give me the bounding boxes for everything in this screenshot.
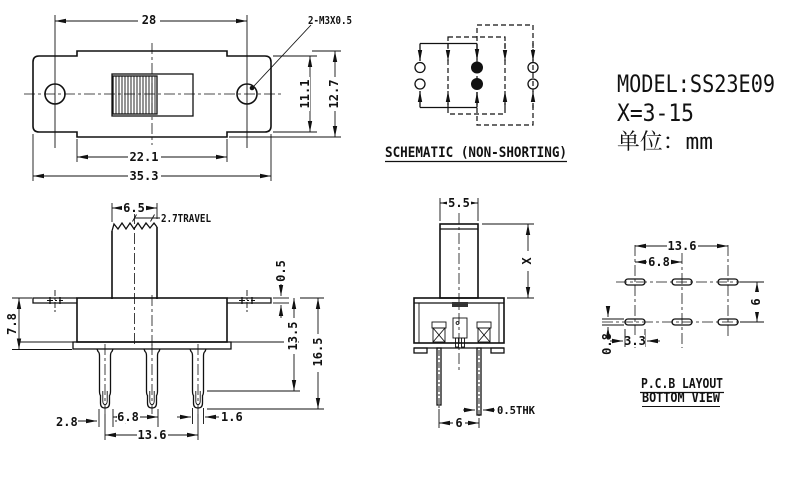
dim-overall-height: [207, 298, 325, 409]
dim-pin-edge-offset: [56, 409, 126, 429]
dim-overall-width-text: 35.3: [129, 169, 159, 183]
dim-pin-thickness: [463, 404, 535, 417]
dim-knob-height: [482, 224, 534, 298]
dim-overall-height-text: 16.5: [311, 337, 325, 367]
schematic-title: SCHEMATIC (NON-SHORTING): [385, 145, 567, 161]
dim-outer-pad-pitch-text: 13.6: [667, 239, 697, 253]
pcb-centerlines: [602, 245, 748, 348]
top-view: [24, 13, 352, 183]
dim-travel-text: 2.7TRAVEL: [161, 212, 212, 225]
dim-flange-height-text: 11.1: [298, 79, 312, 109]
pcb-pads: [625, 279, 738, 325]
dim-pin-pitch-front: [113, 409, 158, 427]
dim-knob-width-text: 6.5: [123, 201, 145, 215]
title-block: [617, 70, 775, 155]
side-body: [414, 298, 504, 353]
front-view: [5, 201, 325, 442]
dim-pin-row-span: [439, 409, 479, 430]
dim-body-width: [77, 139, 227, 164]
model-number: MODEL:SS23E09: [617, 70, 775, 98]
dim-hole-pitch-text: 28: [141, 13, 157, 27]
dim-row-pitch: [740, 282, 764, 322]
front-flange-left: [33, 290, 77, 312]
dim-outer-pad-pitch: [635, 239, 728, 253]
dim-pad-width-text: 0.8: [600, 333, 614, 355]
dim-pad-pitch-text: 6.8: [648, 255, 670, 269]
dim-body-width-text: 22.1: [129, 150, 159, 164]
dim-body-height-text: 12.7: [327, 79, 341, 109]
dim-body-height-front-text: 7.8: [5, 313, 19, 335]
schematic-view: [385, 25, 567, 162]
dim-pad-pitch: [635, 255, 682, 269]
pcb-layout-view: [600, 239, 764, 407]
dim-flange-thickness: [273, 260, 289, 318]
pcb-layout-subtitle: BOTTOM VIEW: [642, 391, 721, 406]
slider-knob-hatched: [113, 76, 157, 114]
dim-pad-width: [600, 307, 624, 355]
front-knob: [112, 213, 157, 345]
front-flange-right: [227, 290, 271, 312]
slider-slot: [112, 74, 193, 116]
dim-outer-pin-pitch-front-text: 13.6: [137, 428, 167, 442]
dim-knob-height-text: X: [520, 257, 534, 265]
dim-row-pitch-text: 6: [749, 298, 763, 306]
dim-pin-width: [177, 408, 243, 424]
front-pins: [97, 344, 206, 414]
dim-pin-depth-text: 13.5: [286, 321, 300, 351]
dim-pad-length-text: 3.3: [624, 334, 646, 348]
stem-height-range: X=3-15: [617, 99, 694, 127]
top-view-centerlines: [24, 15, 281, 148]
thread-callout-text: 2-M3X0.5: [308, 14, 352, 27]
dim-pin-width-text: 1.6: [221, 410, 243, 424]
dim-flange-thickness-text: 0.5: [274, 260, 288, 282]
dim-pin-pitch-front-text: 6.8: [117, 410, 139, 424]
schematic-position-arrows: [448, 43, 533, 108]
dim-pin-depth: [207, 298, 300, 391]
dim-knob-depth-text: 5.5: [448, 196, 470, 210]
schematic-terminals: [415, 62, 538, 91]
dim-pin-edge-offset-text: 2.8: [56, 415, 78, 429]
dim-pin-row-span-text: 6: [455, 416, 463, 430]
dim-pin-thickness-text: 0.5THK: [497, 404, 536, 417]
dim-hole-pitch: [55, 13, 247, 27]
unit-note: 单位：mm: [617, 130, 713, 155]
side-view: [414, 196, 535, 430]
pcb-layout-title: P.C.B LAYOUT: [641, 377, 724, 392]
